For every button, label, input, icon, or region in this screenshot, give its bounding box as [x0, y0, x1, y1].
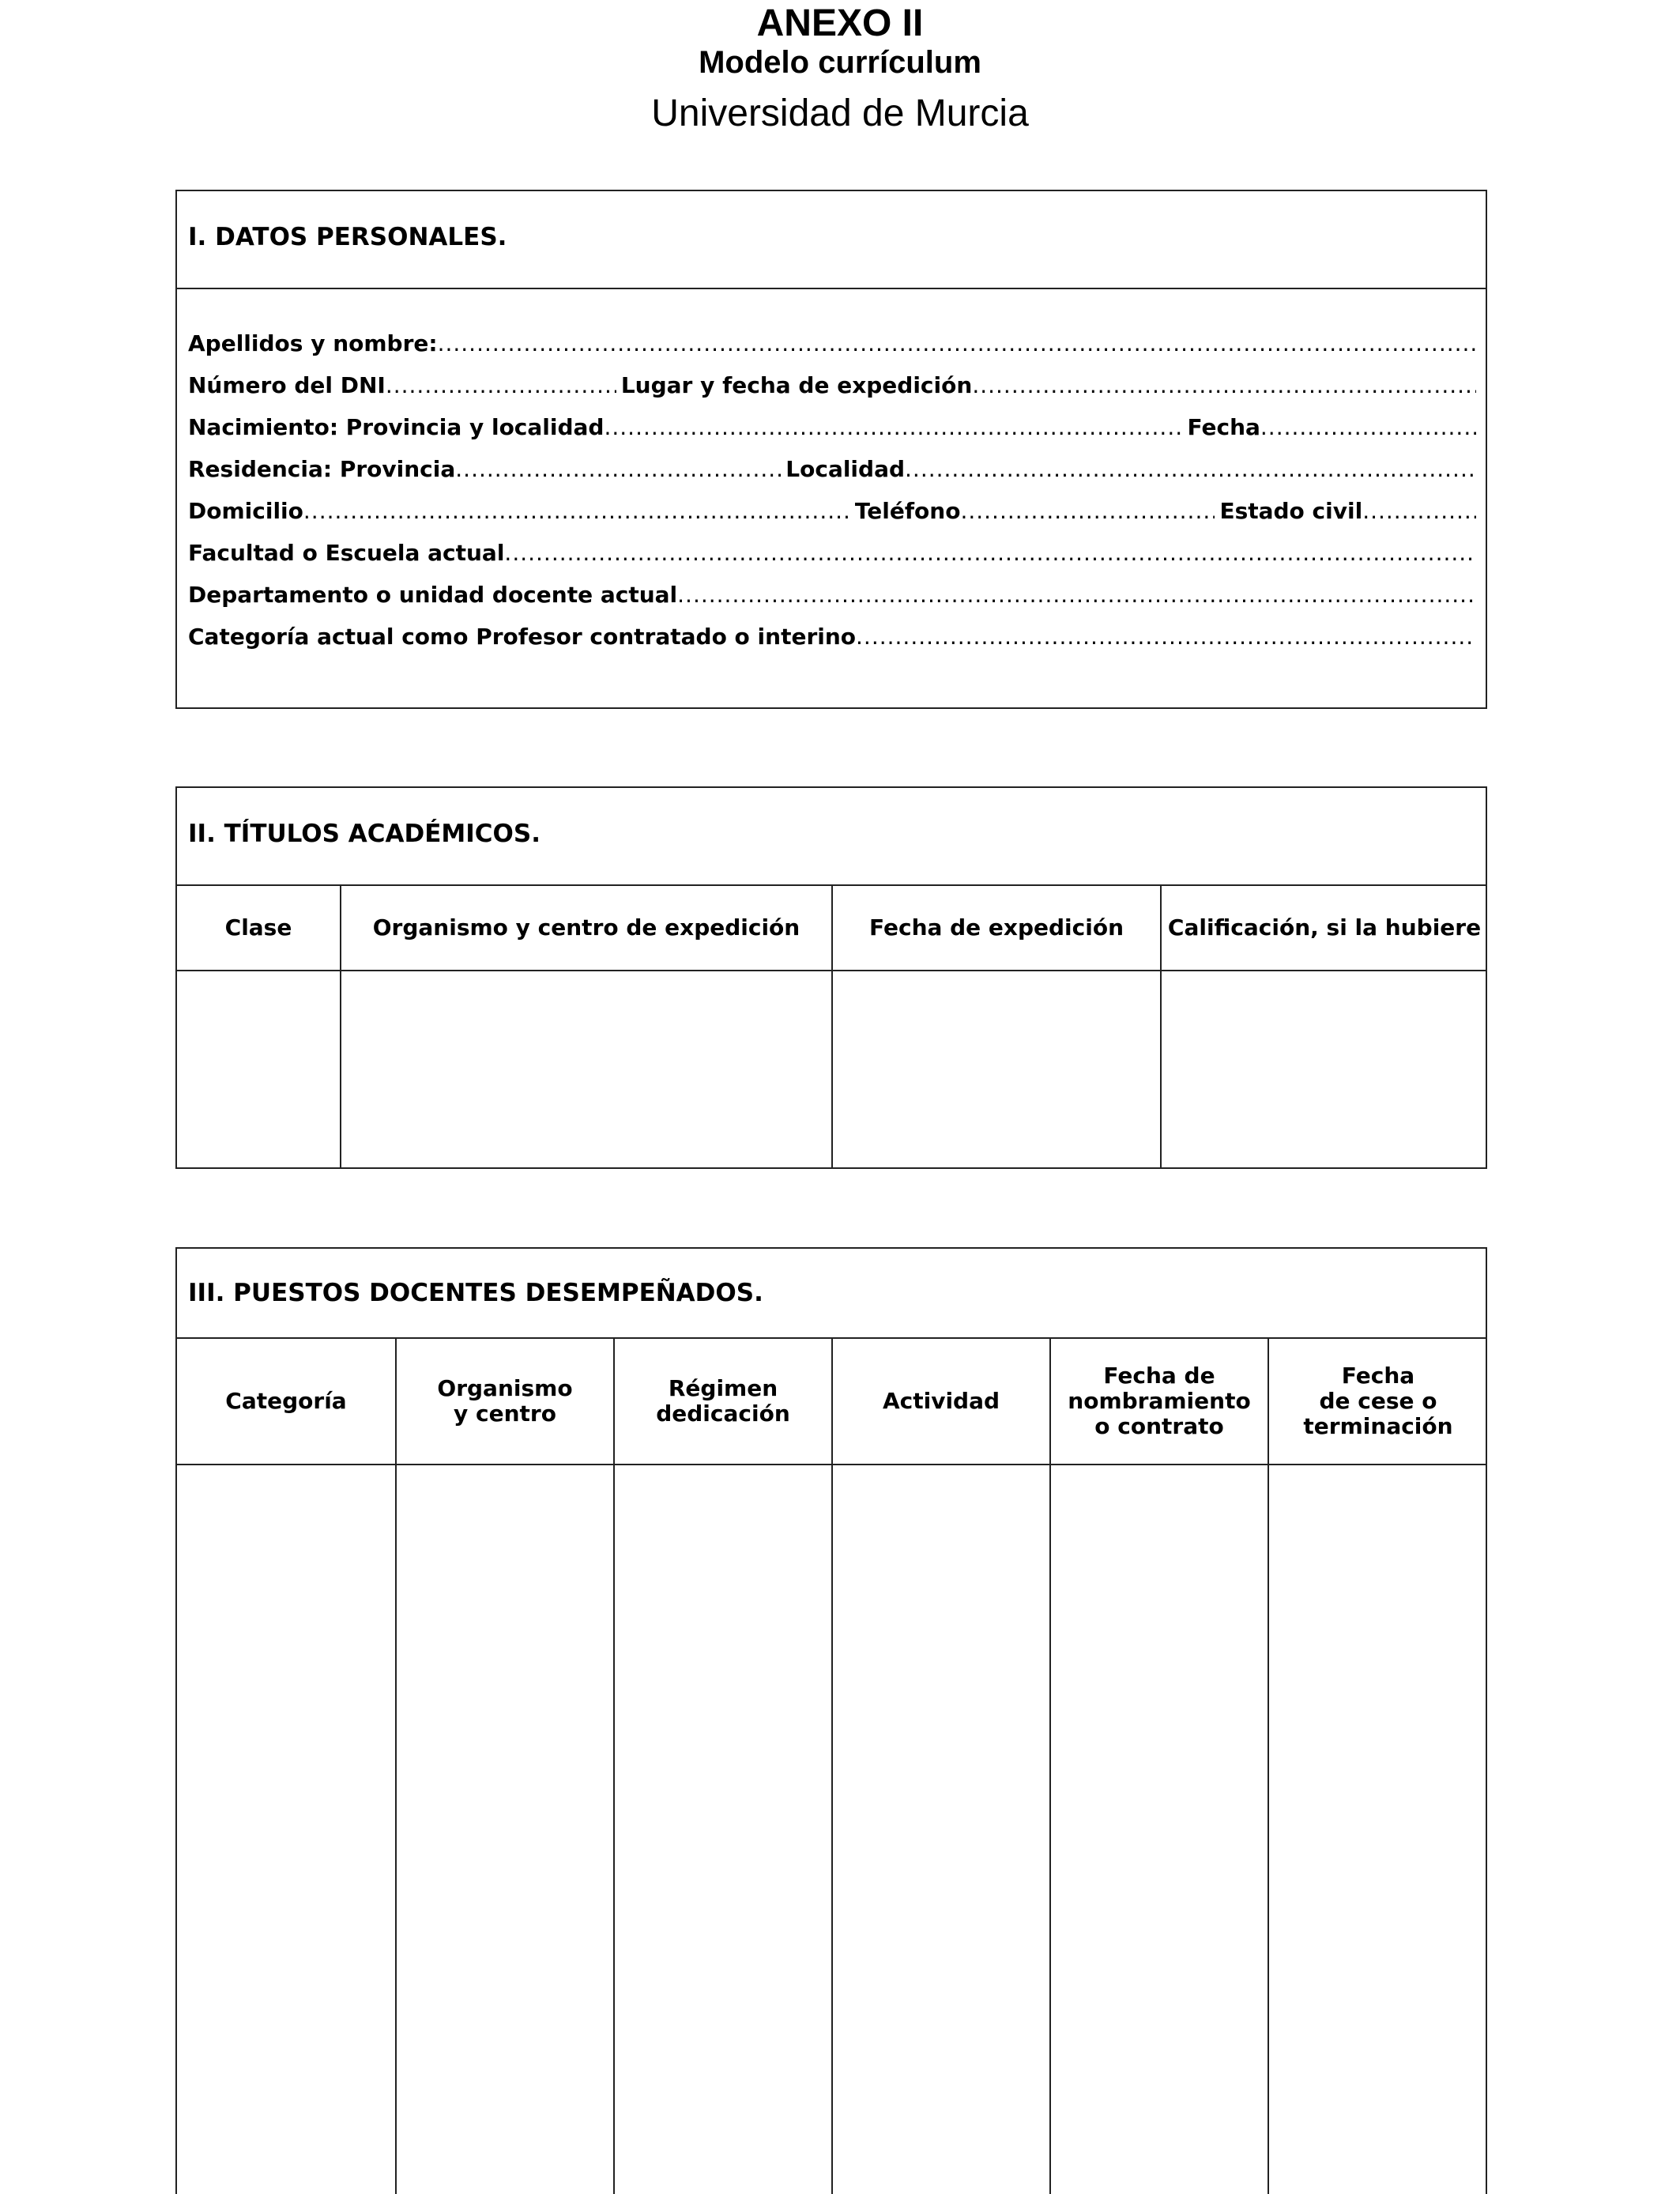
field-domicilio-row[interactable] [188, 498, 1476, 530]
column-header: Organismo y centro de expedición [372, 914, 800, 941]
column-header: Régimen dedicación [656, 1375, 790, 1427]
section-puestos-docentes [175, 1247, 1487, 2194]
column-divider [1049, 1337, 1051, 2194]
field-label: Número del DNI [188, 372, 386, 398]
field-label: Fecha [1187, 414, 1260, 440]
field-label: Facultad o Escuela actual [188, 540, 505, 566]
column-header: Fecha de nombramiento o contrato [1068, 1363, 1251, 1439]
column-divider [613, 1337, 615, 2194]
field-dni-row[interactable] [188, 372, 1476, 404]
field-label: Categoría actual como Profesor contratado o interino [188, 624, 857, 650]
field-label: Estado civil [1219, 498, 1363, 524]
column-divider [831, 1337, 833, 2194]
column-divider [395, 1337, 397, 2194]
field-categoria[interactable] [188, 624, 1476, 655]
institution-name: Universidad de Murcia [651, 92, 1029, 134]
field-label: Lugar y fecha de expedición [620, 372, 973, 398]
section-datos-personales [175, 190, 1487, 709]
column-header: Categoría [225, 1388, 347, 1414]
field-label: Apellidos y nombre: [188, 330, 438, 356]
column-header: Calificación, si la hubiere [1167, 914, 1482, 941]
section-title: III. PUESTOS DOCENTES DESEMPEÑADOS. [188, 1279, 763, 1307]
field-label: Nacimiento: Provincia y localidad [188, 414, 605, 440]
section-title: I. DATOS PERSONALES. [188, 223, 507, 251]
field-departamento[interactable] [188, 582, 1476, 613]
section-title: II. TÍTULOS ACADÉMICOS. [188, 820, 541, 848]
column-divider [1268, 1337, 1269, 2194]
column-header: Actividad [882, 1388, 1000, 1414]
column-header: Fecha de cese o terminación [1303, 1363, 1453, 1439]
field-apellidos[interactable] [188, 330, 1476, 362]
divider [177, 288, 1486, 289]
field-label: Teléfono [854, 498, 961, 524]
document-subtitle: Modelo currículum [699, 45, 981, 80]
field-label: Localidad [785, 456, 906, 482]
field-facultad[interactable] [188, 540, 1476, 571]
section-titulos-academicos [175, 786, 1487, 1169]
column-header: Clase [224, 914, 292, 941]
column-header: Organismo y centro [437, 1375, 573, 1427]
field-label: Departamento o unidad docente actual [188, 582, 678, 608]
column-header: Fecha de expedición [868, 914, 1124, 941]
document-title: ANEXO II [756, 2, 924, 44]
field-label: Domicilio [188, 498, 303, 524]
field-residencia-row[interactable] [188, 456, 1476, 488]
field-label: Residencia: Provincia [188, 456, 456, 482]
field-nacimiento-row[interactable] [188, 414, 1476, 446]
